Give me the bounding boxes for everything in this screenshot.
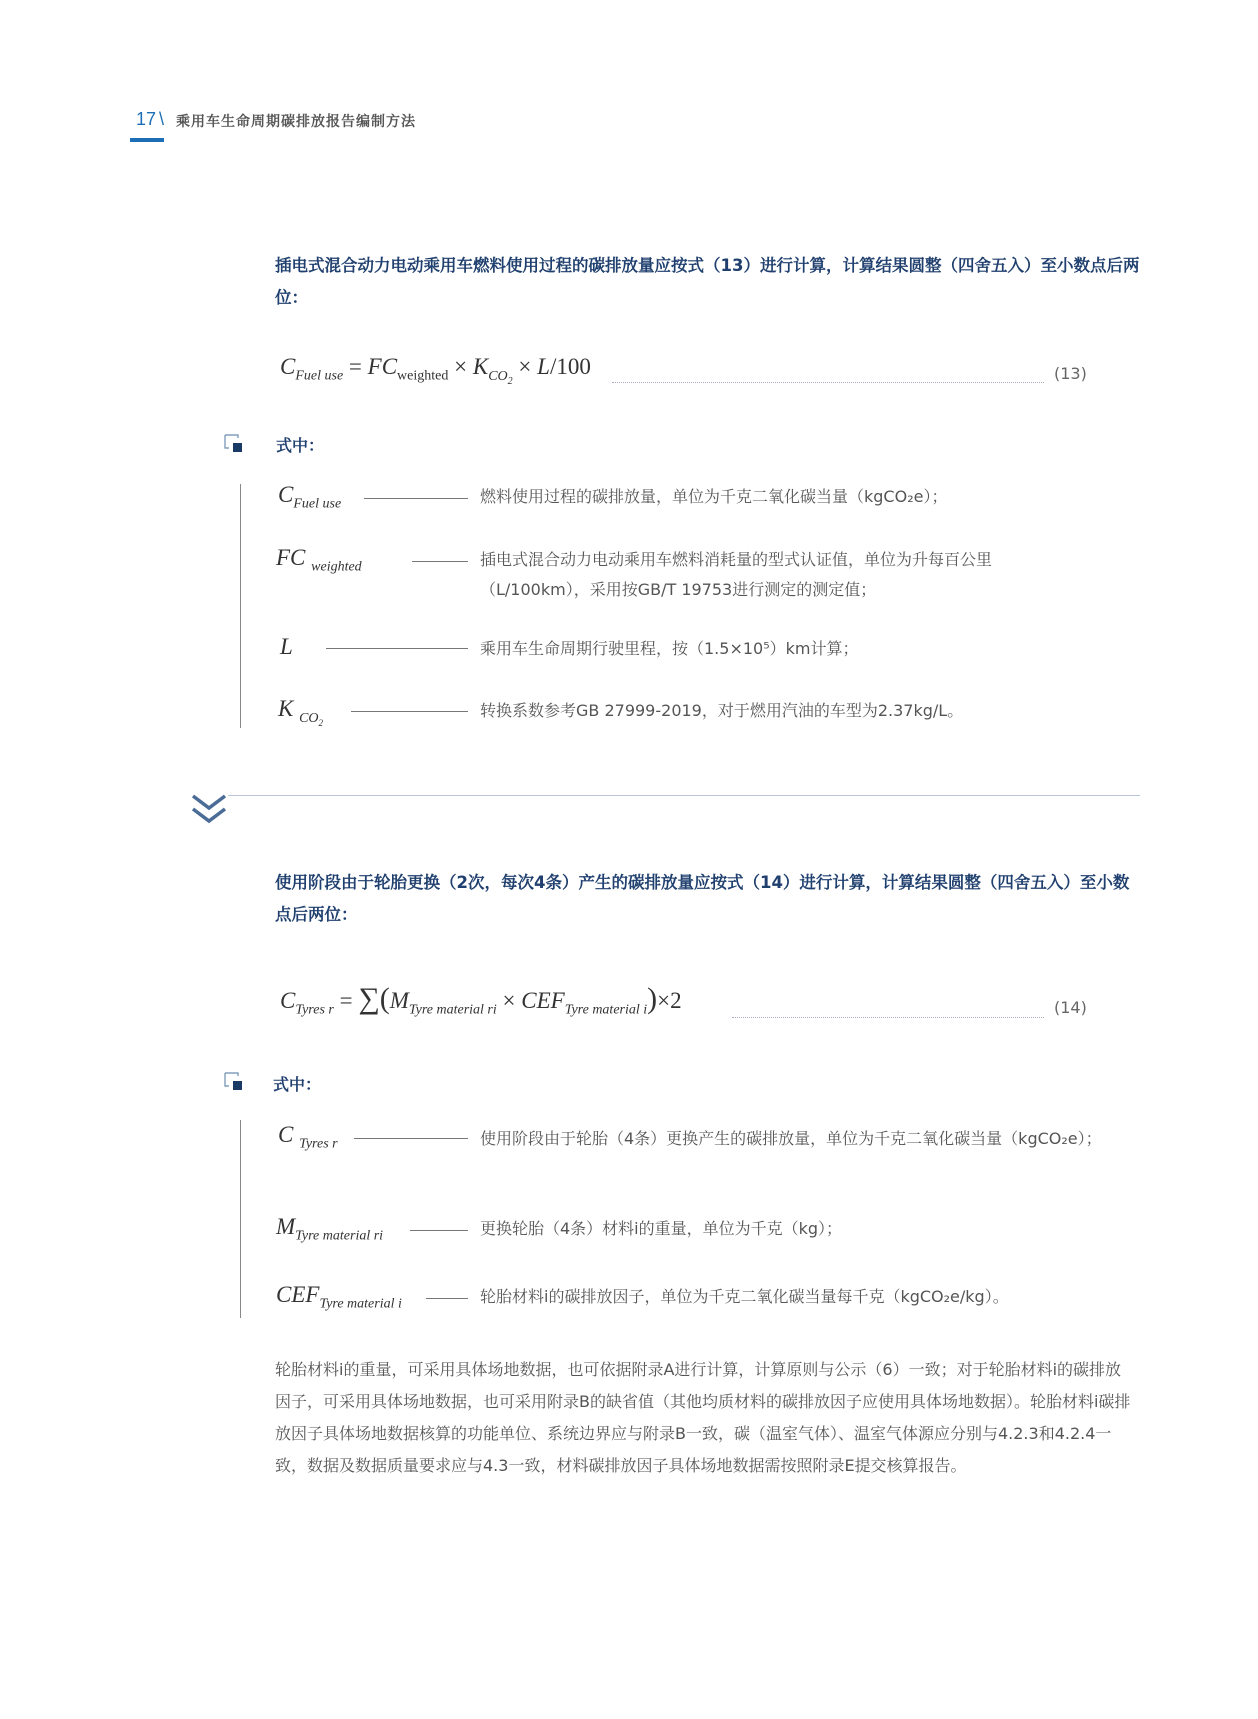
- section-divider: [228, 795, 1140, 796]
- equation-14: $C_{Tyres r} = \sum(M_{Tyre material ri} \times CEF_{Tyre material i})\times 2$: [280, 982, 682, 1018]
- where-square-icon: [224, 1072, 242, 1090]
- header-accent-bar: [130, 138, 164, 142]
- term-dash: [410, 1230, 468, 1231]
- equation-14-number: (14): [1054, 998, 1087, 1017]
- terms-vertical-rule: [240, 1120, 241, 1318]
- equation-13-leader: [612, 382, 1044, 383]
- term-dash: [412, 561, 468, 562]
- term-symbol-c-fuel-use: $C_{Fuel use}$: [278, 482, 342, 512]
- body-paragraph: 轮胎材料i的重量，可采用具体场地数据，也可依据附录A进行计算，计算原则与公示（6）一致；对于轮胎材料i的碳排放因子，可采用具体场地数据，也可采用附录B的缺省值（其他均质材料的碳排放因子应使用具体场地数据）。轮胎材料i碳排放因子具体场地数据核算的功能单位、系统边界应与附录B一致，碳（温室气体）、温室气体源应分别与4.2.3和4.2.4一致，数据及数据质量要求应与4.3一致，材料碳排放因子具体场地数据需按照附录E提交核算报告。: [275, 1360, 1131, 1475]
- term-desc: 转换系数参考GB 27999-2019，对于燃用汽油的车型为2.37kg/L。: [480, 701, 964, 720]
- term-desc: 燃料使用过程的碳排放量，单位为千克二氧化碳当量（kgCO₂e）；: [480, 487, 948, 506]
- term-symbol-l: L: [280, 634, 293, 659]
- where-square-icon: [224, 434, 242, 452]
- term-symbol-cef-tyre-material: $CEF_{Tyre material i}$: [276, 1282, 402, 1312]
- term-dash: [326, 648, 468, 649]
- section1-intro: 插电式混合动力电动乘用车燃料使用过程的碳排放量应按式（13）进行计算，计算结果圆整（四舍五入）至小数点后两位：: [275, 256, 1140, 307]
- term-symbol-c-tyres-r: C $_{Tyres r}$: [278, 1122, 338, 1152]
- terms-vertical-rule: [240, 484, 241, 728]
- where-label: 式中：: [273, 1075, 322, 1094]
- term-symbol-fc-weighted: FC $_{weighted}$: [276, 545, 362, 575]
- page-number: 17 \: [136, 109, 165, 129]
- term-desc: 更换轮胎（4条）材料i的重量，单位为千克（kg）；: [480, 1219, 843, 1238]
- term-dash: [351, 711, 468, 712]
- header-title: 乘用车生命周期碳排放报告编制方法: [176, 114, 416, 130]
- equation-13-number: (13): [1054, 364, 1087, 383]
- term-dash: [426, 1298, 468, 1299]
- section2-intro: 使用阶段由于轮胎更换（2次，每次4条）产生的碳排放量应按式（14）进行计算，计算结果圆整（四舍五入）至小数点后两位：: [275, 873, 1130, 924]
- term-desc: 乘用车生命周期行驶里程，按（1.5×10⁵）km计算；: [480, 639, 859, 658]
- term-dash: [364, 498, 468, 499]
- double-chevron-down-icon: [190, 793, 228, 831]
- equation-13: $C_{Fuel use} = FC_{weighted} \times K_{CO_2} \times L/100$: [280, 354, 591, 387]
- term-desc: 使用阶段由于轮胎（4条）更换产生的碳排放量，单位为千克二氧化碳当量（kgCO₂e）；: [480, 1129, 1102, 1148]
- term-symbol-k-co2: K $_{CO_2}$: [278, 696, 324, 728]
- term-symbol-m-tyre-material: $M_{Tyre material ri}$: [276, 1214, 384, 1244]
- term-desc: 轮胎材料i的碳排放因子，单位为千克二氧化碳当量每千克（kgCO₂e/kg）。: [480, 1287, 1009, 1306]
- term-desc: 插电式混合动力电动乘用车燃料消耗量的型式认证值，单位为升每百公里（L/100km），采用按GB/T 19753进行测定的测定值；: [480, 550, 993, 599]
- term-dash: [354, 1138, 468, 1139]
- where-label: 式中：: [276, 436, 325, 455]
- equation-14-leader: [732, 1017, 1044, 1018]
